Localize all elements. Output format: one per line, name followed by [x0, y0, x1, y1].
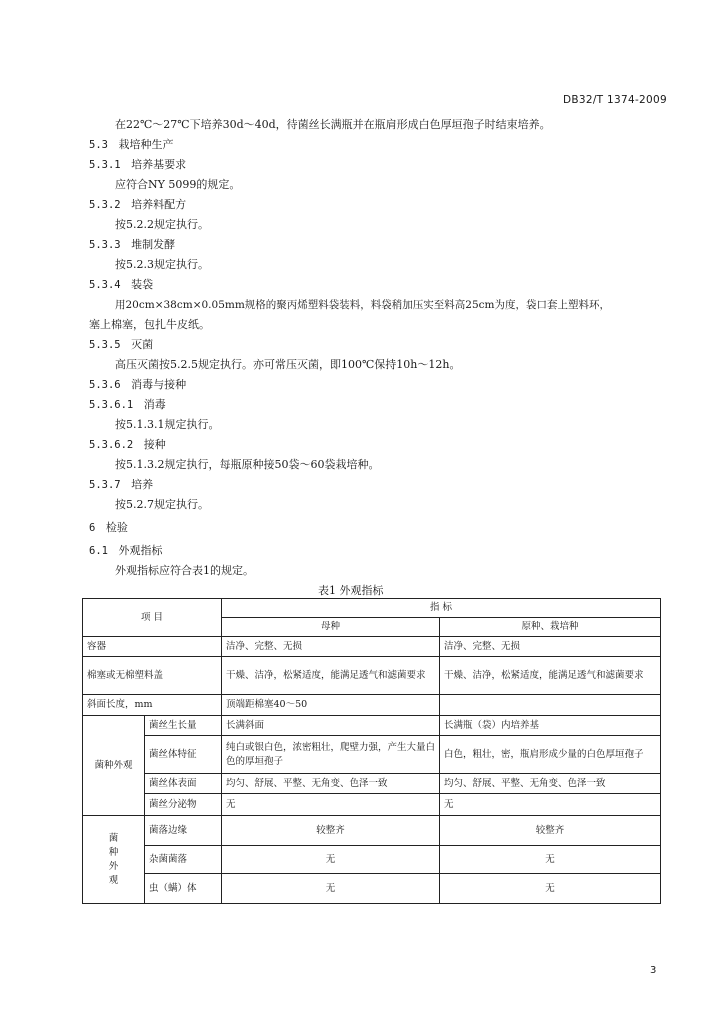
cell-original	[440, 695, 661, 716]
section-5-3-4	[89, 277, 153, 293]
section-5-3-2	[89, 197, 186, 213]
paragraph: 按5.2.3规定执行。	[115, 258, 209, 271]
section-number: 5.3.1	[89, 159, 121, 171]
group-char: 种	[108, 846, 119, 858]
cell-original: 较整齐	[440, 816, 661, 846]
cell-original: 长满瓶（袋）内培养基	[440, 716, 661, 736]
section-number: 5.3	[89, 139, 108, 151]
table-row	[83, 774, 661, 794]
appearance-table	[82, 598, 661, 904]
table-row	[83, 794, 661, 816]
cell-original: 无	[440, 794, 661, 816]
section-number: 5.3.4	[89, 279, 121, 291]
cell-original: 洁净、完整、无损	[440, 637, 661, 657]
paragraph: 按5.1.3.2规定执行，每瓶原种接50袋～60袋栽培种。	[115, 458, 380, 471]
table-row	[83, 695, 661, 716]
cell-mother: 无	[222, 846, 440, 874]
group-label: 菌种外观	[83, 716, 145, 816]
cell-original: 无	[440, 846, 661, 874]
section-number: 6	[89, 522, 96, 534]
row-label: 容器	[83, 637, 222, 657]
section-title: 培养基要求	[131, 158, 187, 171]
section-5-3-6	[89, 377, 186, 393]
cell-original: 均匀、舒展、平整、无角变、色泽一致	[440, 774, 661, 794]
row-label: 杂菌菌落	[145, 846, 222, 874]
group-char: 外	[108, 860, 119, 872]
paragraph: 塞上棉塞，包扎牛皮纸。	[89, 318, 210, 331]
row-label: 斜面长度，mm	[83, 695, 222, 716]
group-char: 观	[108, 874, 119, 886]
paragraph: 用20cm×38cm×0.05mm规格的聚丙烯塑料袋装料，料袋稍加压实至料高25cm为度，袋口套上塑料环，	[115, 299, 610, 311]
standard-code: DB32/T 1374-2009	[563, 94, 667, 106]
table-row	[83, 657, 661, 695]
group-label-vertical	[83, 816, 145, 904]
section-5-3-6-2	[89, 437, 166, 453]
section-title: 堆制发酵	[131, 238, 176, 251]
header-original: 原种、栽培种	[440, 618, 661, 637]
section-number: 6.1	[89, 545, 108, 557]
table-row	[83, 599, 661, 618]
row-label: 菌丝体特征	[145, 736, 222, 774]
section-6	[89, 520, 128, 536]
cell-original: 白色，粗壮，密，瓶肩形成少量的白色厚垣孢子	[440, 736, 661, 774]
intro-line: 在22℃～27℃下培养30d～40d，待菌丝长满瓶并在瓶肩形成白色厚垣孢子时结束培养。	[115, 118, 551, 131]
section-5-3-7	[89, 477, 153, 493]
cell-mother: 较整齐	[222, 816, 440, 846]
section-title: 培养	[131, 478, 154, 491]
table-row	[83, 874, 661, 904]
paragraph: 高压灭菌按5.2.5规定执行。亦可常压灭菌，即100℃保持10h～12h。	[115, 358, 461, 371]
cell-original: 无	[440, 874, 661, 904]
cell-mother: 长满斜面	[222, 716, 440, 736]
paragraph: 应符合NY 5099的规定。	[115, 178, 241, 191]
section-title: 消毒	[143, 398, 166, 411]
page-number: 3	[650, 965, 657, 976]
section-6-1	[89, 543, 162, 559]
section-5-3-1	[89, 157, 186, 173]
section-5-3-5	[89, 337, 153, 353]
section-number: 5.3.3	[89, 239, 121, 251]
section-5-3-6-1	[89, 397, 166, 413]
table-caption: 表1 外观指标	[318, 584, 384, 597]
paragraph: 外观指标应符合表1的规定。	[115, 564, 254, 577]
row-label: 棉塞或无棉塑料盖	[83, 657, 222, 695]
cell-mother: 均匀、舒展、平整、无角变、色泽一致	[222, 774, 440, 794]
section-5-3	[89, 137, 173, 153]
table-row	[83, 816, 661, 846]
row-label: 虫（螨）体	[145, 874, 222, 904]
cell-mother: 洁净、完整、无损	[222, 637, 440, 657]
section-number: 5.3.6.1	[89, 399, 134, 411]
section-title: 外观指标	[118, 544, 163, 557]
section-5-3-3	[89, 237, 175, 253]
section-number: 5.3.7	[89, 479, 121, 491]
section-title: 栽培种生产	[118, 138, 174, 151]
cell-mother: 干燥、洁净，松紧适度，能满足透气和滤菌要求	[222, 657, 440, 695]
paragraph: 按5.1.3.1规定执行。	[115, 418, 220, 431]
section-title: 检验	[105, 521, 128, 534]
header-item: 项 目	[83, 599, 222, 637]
section-title: 装袋	[131, 278, 154, 291]
group-char: 菌	[108, 832, 119, 844]
section-number: 5.3.6.2	[89, 439, 134, 451]
cell-mother: 无	[222, 874, 440, 904]
table-row	[83, 637, 661, 657]
section-title: 灭菌	[131, 338, 154, 351]
section-number: 5.3.5	[89, 339, 121, 351]
section-number: 5.3.6	[89, 379, 121, 391]
row-label: 菌丝生长量	[145, 716, 222, 736]
paragraph: 按5.2.7规定执行。	[115, 498, 209, 511]
section-title: 消毒与接种	[131, 378, 187, 391]
table-row	[83, 716, 661, 736]
section-title: 培养料配方	[131, 198, 187, 211]
section-title: 接种	[143, 438, 166, 451]
row-label: 菌落边缘	[145, 816, 222, 846]
table-row	[83, 846, 661, 874]
cell-mother: 纯白或银白色，浓密粗壮，爬壁力强，产生大量白色的厚垣孢子	[222, 736, 440, 774]
cell-mother: 无	[222, 794, 440, 816]
table-row	[83, 736, 661, 774]
row-label: 菌丝分泌物	[145, 794, 222, 816]
cell-original: 干燥、洁净，松紧适度，能满足透气和滤菌要求	[440, 657, 661, 695]
header-indicator: 指 标	[222, 599, 661, 618]
header-mother: 母种	[222, 618, 440, 637]
row-label: 菌丝体表面	[145, 774, 222, 794]
cell-mother: 顶端距棉塞40～50	[222, 695, 440, 716]
paragraph: 按5.2.2规定执行。	[115, 218, 209, 231]
section-number: 5.3.2	[89, 199, 121, 211]
